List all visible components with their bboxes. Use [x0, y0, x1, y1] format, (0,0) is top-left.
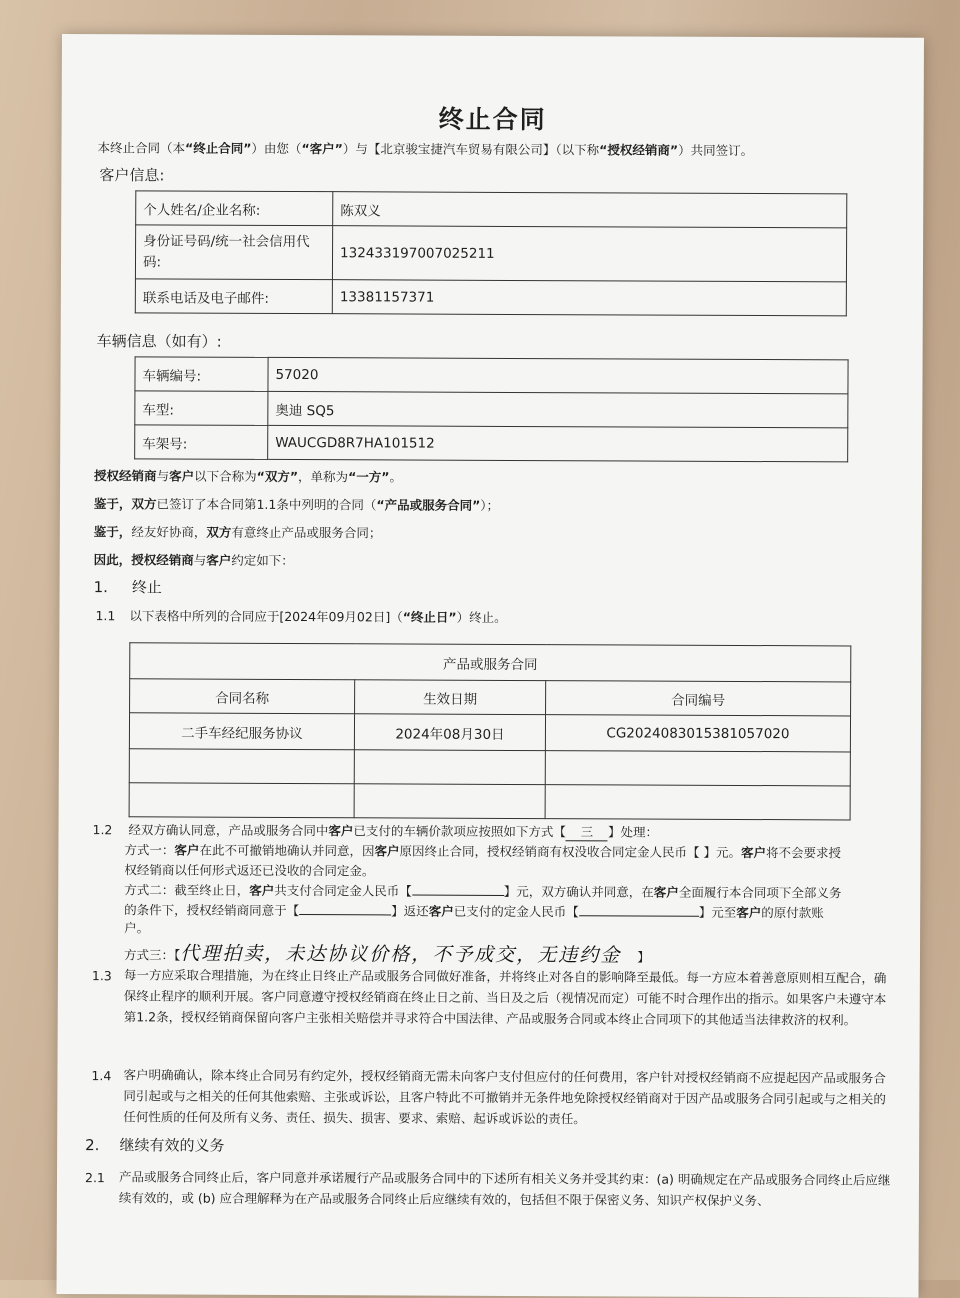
vehicle-table: [134, 356, 848, 462]
table-row: [135, 391, 848, 428]
clause-2-1-num: 2.1: [84, 1170, 105, 1186]
clause-2-1-text: 产品或服务合同终止后，客户同意并承诺履行产品或服务合同中的下述所有相关义务并受其约束：(a) 明确规定在产品或服务合同终止后应继续有效的，或 (b) 应合理解释为在产品或服务合同终止后应继续有效的，包括但不限于保密义务、知识产权保护义务、: [118, 1169, 891, 1209]
section-1-heading: 1. 终止: [93, 578, 162, 597]
contracts-caption: 产品或服务合同: [130, 643, 851, 682]
table-row: [129, 749, 850, 786]
contract-paper: [57, 34, 924, 1298]
contract-name-cell: 二手车经纪服务协议: [129, 713, 354, 750]
clause-1-3-num: 1.3: [91, 968, 112, 984]
recital-4: 因此，授权经销商与客户约定如下：: [93, 552, 294, 569]
vehicle-model-value: 奥迪 SQ5: [268, 391, 848, 428]
clause-1-4-text: 客户明确确认，除本终止合同另有约定外，授权经销商无需未向客户支付但应付的任何费用，客户针对授权经销商不应提起因产品或服务合同引起或与之相关的任何其他索赔、主张或诉讼，且客户特此不可撤销并无条件地免除授权经销商对于因产品或服务合同引起或与之相关的任何性质的任何及所有义务、责任、损失、损害、要求、索赔、起诉或诉讼的责任。: [123, 1067, 887, 1127]
customer-label: 身份证号码/统一社会信用代码:: [135, 225, 332, 280]
clause-1-1: 1.1 以下表格中所列的合同应于[2024年09月02日]（“终止日”）终止。: [95, 608, 507, 625]
clause-1-4-num: 1.4: [91, 1068, 112, 1084]
table-row: [135, 425, 848, 462]
vehicle-label: 车型:: [135, 391, 268, 426]
customer-table: [135, 190, 848, 316]
contract-number-cell: CG2024083015381057020: [545, 715, 850, 752]
customer-id-value: 132433197007025211: [332, 226, 846, 282]
vehicle-label: 车架号:: [135, 425, 268, 460]
table-row: [135, 357, 848, 394]
table-row: [130, 643, 851, 682]
contract-date-cell: 2024年08月30日: [354, 714, 545, 751]
section-2-heading: 2. 继续有效的义务: [85, 1136, 225, 1155]
vehicle-label: 车辆编号:: [135, 357, 268, 392]
table-row: [135, 279, 846, 316]
customer-name-value: 陈双义: [333, 192, 847, 228]
method-choice: 三: [566, 822, 608, 841]
table-row: [135, 225, 846, 282]
table-row: [136, 191, 847, 228]
table-row: [129, 713, 850, 752]
customer-label: 联系电话及电子邮件:: [135, 279, 332, 314]
column-header: 合同编号: [546, 681, 851, 716]
table-row: [130, 679, 851, 716]
method-1-line1: 方式一：客户在此不可撤销地确认并同意，因客户原因终止合同，授权经销商有权没收合同定金人民币【 】元。客户将不会要求授: [124, 842, 842, 861]
intro-line: 本终止合同（本“终止合同”）由您（“客户”）与【北京骏宝捷汽车贸易有限公司】（以下称“授权经销商”）共同签订。: [97, 140, 754, 159]
recital-2: 鉴于，双方已签订了本合同第1.1条中列明的合同（“产品或服务合同”）；: [93, 496, 500, 513]
method-3-line: 方式三：【代理拍卖，未达协议价格，不予成交，无违约金 】: [123, 942, 650, 967]
table-row: [129, 783, 850, 820]
contracts-table: [129, 642, 852, 820]
customer-phone-value: 13381157371: [332, 280, 846, 316]
vehicle-number-value: 57020: [268, 357, 848, 394]
vehicle-vin-value: WAUCGD8R7HA101512: [268, 425, 848, 462]
clause-1-3-text: 每一方应采取合理措施，为在终止日终止产品或服务合同做好准备，并将终止对各自的影响降至最低。每一方应本着善意原则相互配合，确保终止程序的顺利开展。客户同意遵守授权经销商在终止日之前、当日及之后（视情况而定）可能不时合理作出的指示。如果客户未遵守本第1.2条，授权经销商保留向客户主张相关赔偿并寻求符合中国法律、产品或服务合同或本终止合同项下的其他适当法律救济的权利。: [123, 967, 887, 1028]
column-header: 生效日期: [355, 680, 546, 715]
clause-1-2-line1: 1.2 经双方确认同意，产品或服务合同中客户已支付的车辆价款项应按照如下方式【 三 】处理：: [92, 822, 659, 840]
method-1-line2: 权经销商以任何形式返还已没收的合同定金。: [124, 862, 375, 879]
recital-3: 鉴于，经友好协商，双方有意终止产品或服务合同；: [93, 524, 382, 541]
handwritten-method-3: 代理拍卖，未达协议价格，不予成交，无违约金: [180, 942, 622, 967]
method-2-line3: 户。: [124, 920, 150, 936]
recital-1: 授权经销商与客户以下合称为“双方”，单称为“一方”。: [94, 468, 403, 485]
vehicle-heading: 车辆信息（如有）:: [96, 332, 222, 351]
document-title: 终止合同: [438, 104, 547, 135]
method-2-line1: 方式二：截至终止日，客户共支付合同定金人民币【 】元，双方确认并同意，在客户全面履行本合同项下全部义务: [124, 882, 842, 901]
method-2-line2: 的条件下，授权经销商同意于【 】返还客户已支付的定金人民币【 】元至客户的原付款账: [124, 902, 824, 921]
customer-label: 个人姓名/企业名称:: [136, 191, 333, 226]
customer-heading: 客户信息:: [99, 166, 165, 185]
column-header: 合同名称: [130, 679, 355, 714]
